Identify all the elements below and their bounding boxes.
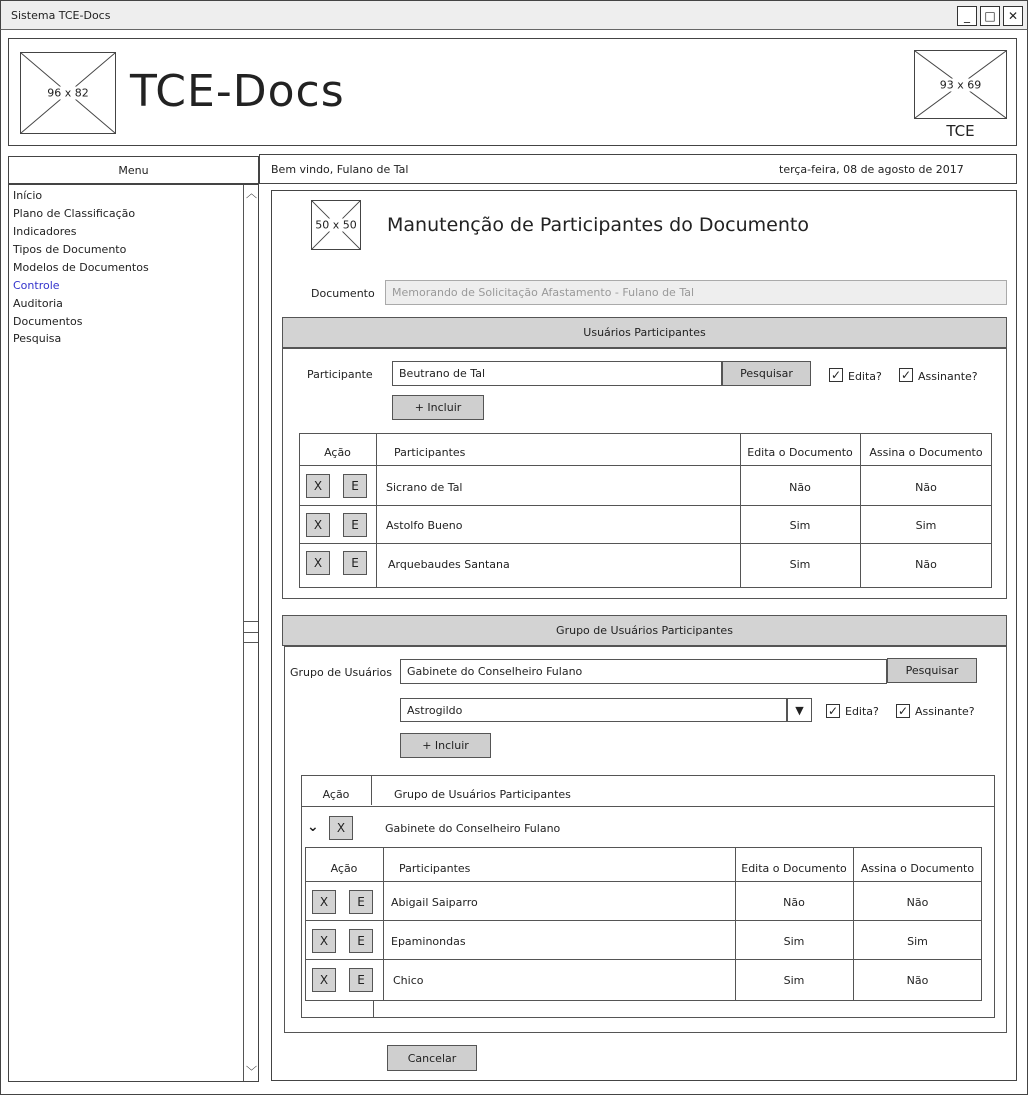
document-input[interactable]: Memorando de Solicitação Afastamento - Fulano de Tal	[385, 280, 1007, 305]
group-row-name: Gabinete do Conselheiro Fulano	[385, 822, 561, 835]
users-section-header: Usuários Participantes	[282, 317, 1007, 348]
sidebar-item-documentos[interactable]: Documentos	[13, 315, 83, 328]
edit-row-button[interactable]: E	[349, 968, 373, 992]
edit-row-button[interactable]: E	[349, 929, 373, 953]
table-row-name: Sicrano de Tal	[386, 481, 463, 494]
inner-header-participantes: Participantes	[399, 862, 471, 875]
table-row-sign: Não	[915, 558, 937, 571]
edit-row-button[interactable]: E	[343, 551, 367, 575]
scroll-down-icon[interactable]: ﹀	[246, 1065, 257, 1078]
include-group-button[interactable]: + Incluir	[400, 733, 491, 758]
delete-row-button[interactable]: X	[312, 929, 336, 953]
table-row-sign: Sim	[915, 519, 937, 532]
edit-checkbox[interactable]: ✓	[830, 368, 842, 382]
sidebar-item-controle[interactable]: Controle	[13, 279, 60, 292]
group-edit-checkbox-label: Edita?	[845, 705, 879, 718]
table-row-sign: Sim	[907, 935, 928, 948]
participant-input[interactable]: Beutrano de Tal	[392, 361, 722, 386]
table-row-sign: Não	[915, 481, 937, 494]
table-row-name: Chico	[393, 974, 424, 987]
participant-label: Participante	[307, 368, 373, 381]
maximize-button[interactable]: □	[980, 6, 1000, 26]
table-header-acao: Ação	[324, 446, 351, 459]
sidebar-item-modelos-documentos[interactable]: Modelos de Documentos	[13, 261, 149, 274]
table-row-edit: Sim	[783, 935, 805, 948]
table-row-edit: Não	[783, 896, 805, 909]
edit-row-button[interactable]: E	[343, 513, 367, 537]
inner-header-acao: Ação	[330, 862, 358, 875]
sidebar-item-tipos-documento[interactable]: Tipos de Documento	[13, 243, 127, 256]
group-signer-checkbox-label: Assinante?	[915, 705, 975, 718]
sidebar-item-indicadores[interactable]: Indicadores	[13, 225, 77, 238]
delete-row-button[interactable]: X	[306, 513, 330, 537]
window-title: Sistema TCE-Docs	[11, 9, 111, 22]
include-participant-button[interactable]: + Incluir	[392, 395, 484, 420]
app-title: TCE-Docs	[130, 66, 345, 117]
group-input[interactable]: Gabinete do Conselheiro Fulano	[400, 659, 887, 684]
table-row-name: Astolfo Bueno	[386, 519, 463, 532]
minimize-button[interactable]: _	[957, 6, 977, 26]
expand-chevron-icon[interactable]: ⌄	[307, 819, 319, 835]
participant-search-button[interactable]: Pesquisar	[722, 361, 811, 386]
table-row-edit: Sim	[789, 519, 811, 532]
delete-row-button[interactable]: X	[312, 890, 336, 914]
date-text: terça-feira, 08 de agosto de 2017	[779, 163, 964, 176]
group-edit-checkbox[interactable]: ✓	[827, 704, 839, 718]
table-header-assina: Assina o Documento	[869, 446, 983, 459]
cancel-button[interactable]: Cancelar	[387, 1045, 477, 1071]
inner-header-assina: Assina o Documento	[860, 862, 975, 875]
document-label: Documento	[311, 287, 375, 300]
table-row-sign: Não	[906, 896, 929, 909]
delete-row-button[interactable]: X	[306, 474, 330, 498]
tce-placeholder-label: 93 x 69	[939, 78, 982, 91]
group-label: Grupo de Usuários	[290, 666, 393, 679]
table-row-name: Abigail Saiparro	[391, 896, 478, 909]
menu-title: Menu	[8, 156, 259, 184]
group-search-button[interactable]: Pesquisar	[887, 658, 977, 683]
close-button[interactable]: ✕	[1003, 6, 1023, 26]
sidebar-scrollbar[interactable]	[243, 185, 258, 1081]
page-icon-placeholder	[311, 200, 361, 250]
page-icon-label: 50 x 50	[315, 218, 357, 232]
groups-header-name: Grupo de Usuários Participantes	[394, 788, 571, 801]
page-title: Manutenção de Participantes do Documento	[387, 214, 809, 236]
edit-row-button[interactable]: E	[349, 890, 373, 914]
groups-header-acao: Ação	[322, 788, 350, 801]
delete-row-button[interactable]: X	[306, 551, 330, 575]
tce-image-placeholder	[914, 50, 1007, 119]
table-row-name: Epaminondas	[391, 935, 466, 948]
group-user-select[interactable]: Astrogildo	[400, 698, 787, 722]
groups-section-header: Grupo de Usuários Participantes	[282, 615, 1007, 646]
table-row-name: Arquebaudes Santana	[388, 558, 510, 571]
tce-label: TCE	[946, 122, 975, 140]
edit-row-button[interactable]: E	[343, 474, 367, 498]
sidebar-item-inicio[interactable]: Início	[13, 189, 43, 202]
sidebar-item-pesquisa[interactable]: Pesquisa	[13, 332, 62, 345]
welcome-text: Bem vindo, Fulano de Tal	[271, 163, 409, 176]
delete-group-button[interactable]: X	[329, 816, 353, 840]
window-titlebar	[0, 0, 1028, 30]
table-row-edit: Não	[789, 481, 811, 494]
scroll-thumb[interactable]	[244, 621, 258, 643]
table-row-sign: Não	[906, 974, 929, 987]
table-header-participantes: Participantes	[394, 446, 466, 459]
sidebar-item-auditoria[interactable]: Auditoria	[13, 297, 63, 310]
table-row-edit: Sim	[783, 974, 805, 987]
scroll-up-icon[interactable]: ︿	[246, 187, 257, 200]
table-header-edita: Edita o Documento	[747, 446, 853, 459]
logo-placeholder-label: 96 x 82	[47, 86, 89, 100]
signer-checkbox[interactable]: ✓	[900, 368, 912, 382]
inner-header-edita: Edita o Documento	[741, 862, 847, 875]
sidebar-item-plano-classificacao[interactable]: Plano de Classificação	[13, 207, 136, 220]
edit-checkbox-label: Edita?	[848, 370, 882, 383]
signer-checkbox-label: Assinante?	[918, 370, 978, 383]
chevron-down-icon[interactable]: ▼	[787, 698, 812, 722]
delete-row-button[interactable]: X	[312, 968, 336, 992]
table-row-edit: Sim	[789, 558, 811, 571]
logo-image-placeholder	[20, 52, 116, 134]
group-signer-checkbox[interactable]: ✓	[897, 704, 909, 718]
